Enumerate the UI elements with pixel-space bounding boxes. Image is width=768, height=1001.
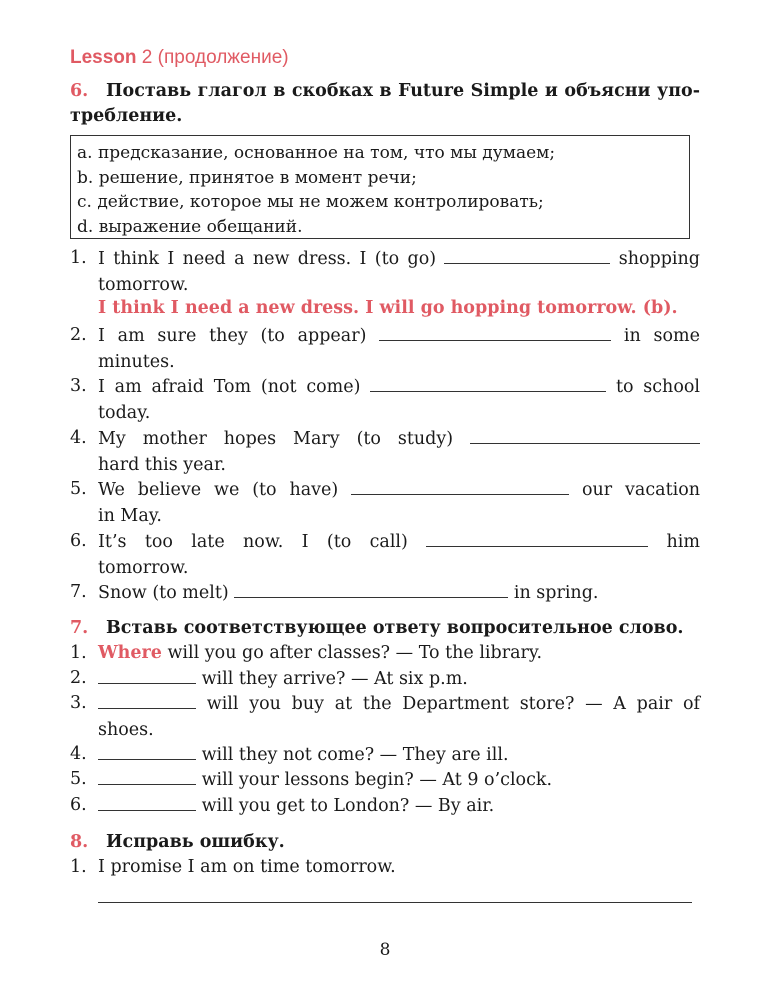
ex8-number: 8. bbox=[70, 832, 89, 852]
answer-blank[interactable] bbox=[444, 246, 610, 264]
item-number: 3. bbox=[70, 376, 87, 396]
ex6-example-answer: I think I need a new dress. I will go hopping tomorrow. (b). bbox=[98, 298, 678, 318]
item-text-after: in spring. bbox=[508, 583, 599, 603]
item-text-line2: today. bbox=[98, 402, 151, 423]
ex6-item-5 bbox=[70, 477, 700, 529]
item-text: We believe we (to have) bbox=[98, 480, 352, 500]
answer-blank[interactable] bbox=[470, 426, 700, 444]
ex6-item-4 bbox=[70, 426, 700, 478]
answer-blank[interactable] bbox=[426, 529, 648, 547]
ex6-instruction-line2: требление. bbox=[70, 106, 183, 126]
ex6-item-2 bbox=[70, 323, 700, 375]
item-number: 6. bbox=[70, 531, 87, 551]
item-text: I think I need a new dress. I (to go) bbox=[98, 249, 445, 269]
item-text-after: to school bbox=[606, 377, 700, 397]
item-text-line2: shoes. bbox=[98, 719, 154, 740]
ex7-item-5 bbox=[70, 767, 700, 794]
ex7-item-1 bbox=[70, 641, 700, 667]
correction-answer-line[interactable] bbox=[98, 902, 692, 903]
ex8-item-1 bbox=[70, 855, 700, 881]
item-text-line2: hard this year. bbox=[98, 454, 226, 475]
answer-blank[interactable] bbox=[98, 767, 196, 785]
ex7-instruction bbox=[70, 616, 700, 641]
answer-blank[interactable] bbox=[351, 477, 569, 495]
ex6-number: 6. bbox=[70, 81, 89, 101]
ex7-item-2 bbox=[70, 666, 700, 693]
item-text-after: shopping bbox=[610, 249, 700, 269]
ex6-usage-box bbox=[70, 135, 690, 239]
usage-c: c. действие, которое мы не можем контролировать; bbox=[77, 192, 544, 212]
ex7-item-6 bbox=[70, 793, 700, 820]
item-text: I promise I am on time tomorrow. bbox=[98, 857, 396, 877]
item-text: I am sure they (to appear) bbox=[98, 326, 380, 346]
answer-blank[interactable] bbox=[234, 580, 508, 598]
item-number: 5. bbox=[70, 769, 87, 789]
usage-b: b. решение, принятое в момент речи; bbox=[77, 167, 417, 188]
ex7-instruction-text: Вставь соответствующее ответу вопросительное слово. bbox=[106, 618, 684, 638]
ex6-item-6 bbox=[70, 529, 700, 581]
item-number: 4. bbox=[70, 744, 87, 764]
ex8-instruction bbox=[70, 830, 700, 855]
ex6-item-1 bbox=[70, 246, 700, 298]
item-text-after: him bbox=[648, 532, 700, 552]
item-number: 4. bbox=[70, 428, 87, 448]
lesson-word: Lesson bbox=[70, 47, 137, 68]
ex8-instruction-text: Исправь ошибку. bbox=[106, 832, 285, 852]
ex6-instruction bbox=[70, 79, 700, 129]
item-text: will they not come? — They are ill. bbox=[196, 745, 509, 765]
ex6-item-7 bbox=[70, 580, 700, 607]
item-text: It’s too late now. I (to call) bbox=[98, 532, 427, 552]
item-text: will you get to London? — By air. bbox=[196, 796, 495, 816]
usage-a: a. предсказание, основанное на том, что мы думаем; bbox=[77, 143, 556, 163]
item-text: will they arrive? — At six p.m. bbox=[196, 669, 468, 689]
item-number: 5. bbox=[70, 479, 87, 499]
answer-blank[interactable] bbox=[379, 323, 611, 341]
item-text-after: in some bbox=[611, 326, 700, 346]
answer-blank[interactable] bbox=[98, 666, 196, 684]
workbook-page bbox=[70, 0, 700, 1001]
item-text: will you go after classes? — To the library. bbox=[161, 643, 543, 663]
example-question-word: Where bbox=[98, 643, 162, 663]
answer-blank[interactable] bbox=[98, 691, 196, 709]
item-text: I am afraid Tom (not come) bbox=[98, 377, 371, 397]
ex6-item-3 bbox=[70, 374, 700, 426]
usage-d: d. выражение обещаний. bbox=[77, 216, 303, 237]
item-text-after: our vacation bbox=[569, 480, 700, 500]
item-number: 7. bbox=[70, 582, 87, 602]
item-number: 6. bbox=[70, 795, 87, 815]
lesson-rest: 2 (продолжение) bbox=[136, 47, 289, 68]
item-text-line2: tomorrow. bbox=[98, 274, 189, 295]
item-number: 1. bbox=[70, 857, 87, 877]
item-number: 2. bbox=[70, 668, 87, 688]
item-text-line2: in May. bbox=[98, 505, 162, 526]
item-text: will your lessons begin? — At 9 o’clock. bbox=[196, 770, 553, 790]
answer-blank[interactable] bbox=[98, 793, 196, 811]
lesson-heading bbox=[70, 47, 289, 69]
page-number: 8 bbox=[379, 940, 391, 960]
item-text-line2: minutes. bbox=[98, 351, 175, 372]
item-number: 1. bbox=[70, 248, 87, 268]
ex7-number: 7. bbox=[70, 618, 89, 638]
item-text: My mother hopes Mary (to study) bbox=[98, 429, 470, 449]
item-text: Snow (to melt) bbox=[98, 583, 235, 603]
answer-blank[interactable] bbox=[370, 374, 606, 392]
item-number: 2. bbox=[70, 325, 87, 345]
ex7-item-3 bbox=[70, 691, 700, 743]
ex7-item-4 bbox=[70, 742, 700, 769]
item-number: 1. bbox=[70, 643, 87, 663]
item-text: will you buy at the Department store? — A pair of bbox=[196, 694, 700, 714]
item-text-line2: tomorrow. bbox=[98, 557, 189, 578]
ex6-instruction-line1: Поставь глагол в скобках в Future Simple и объясни упо- bbox=[106, 81, 700, 101]
answer-blank[interactable] bbox=[98, 742, 196, 760]
item-number: 3. bbox=[70, 693, 87, 713]
